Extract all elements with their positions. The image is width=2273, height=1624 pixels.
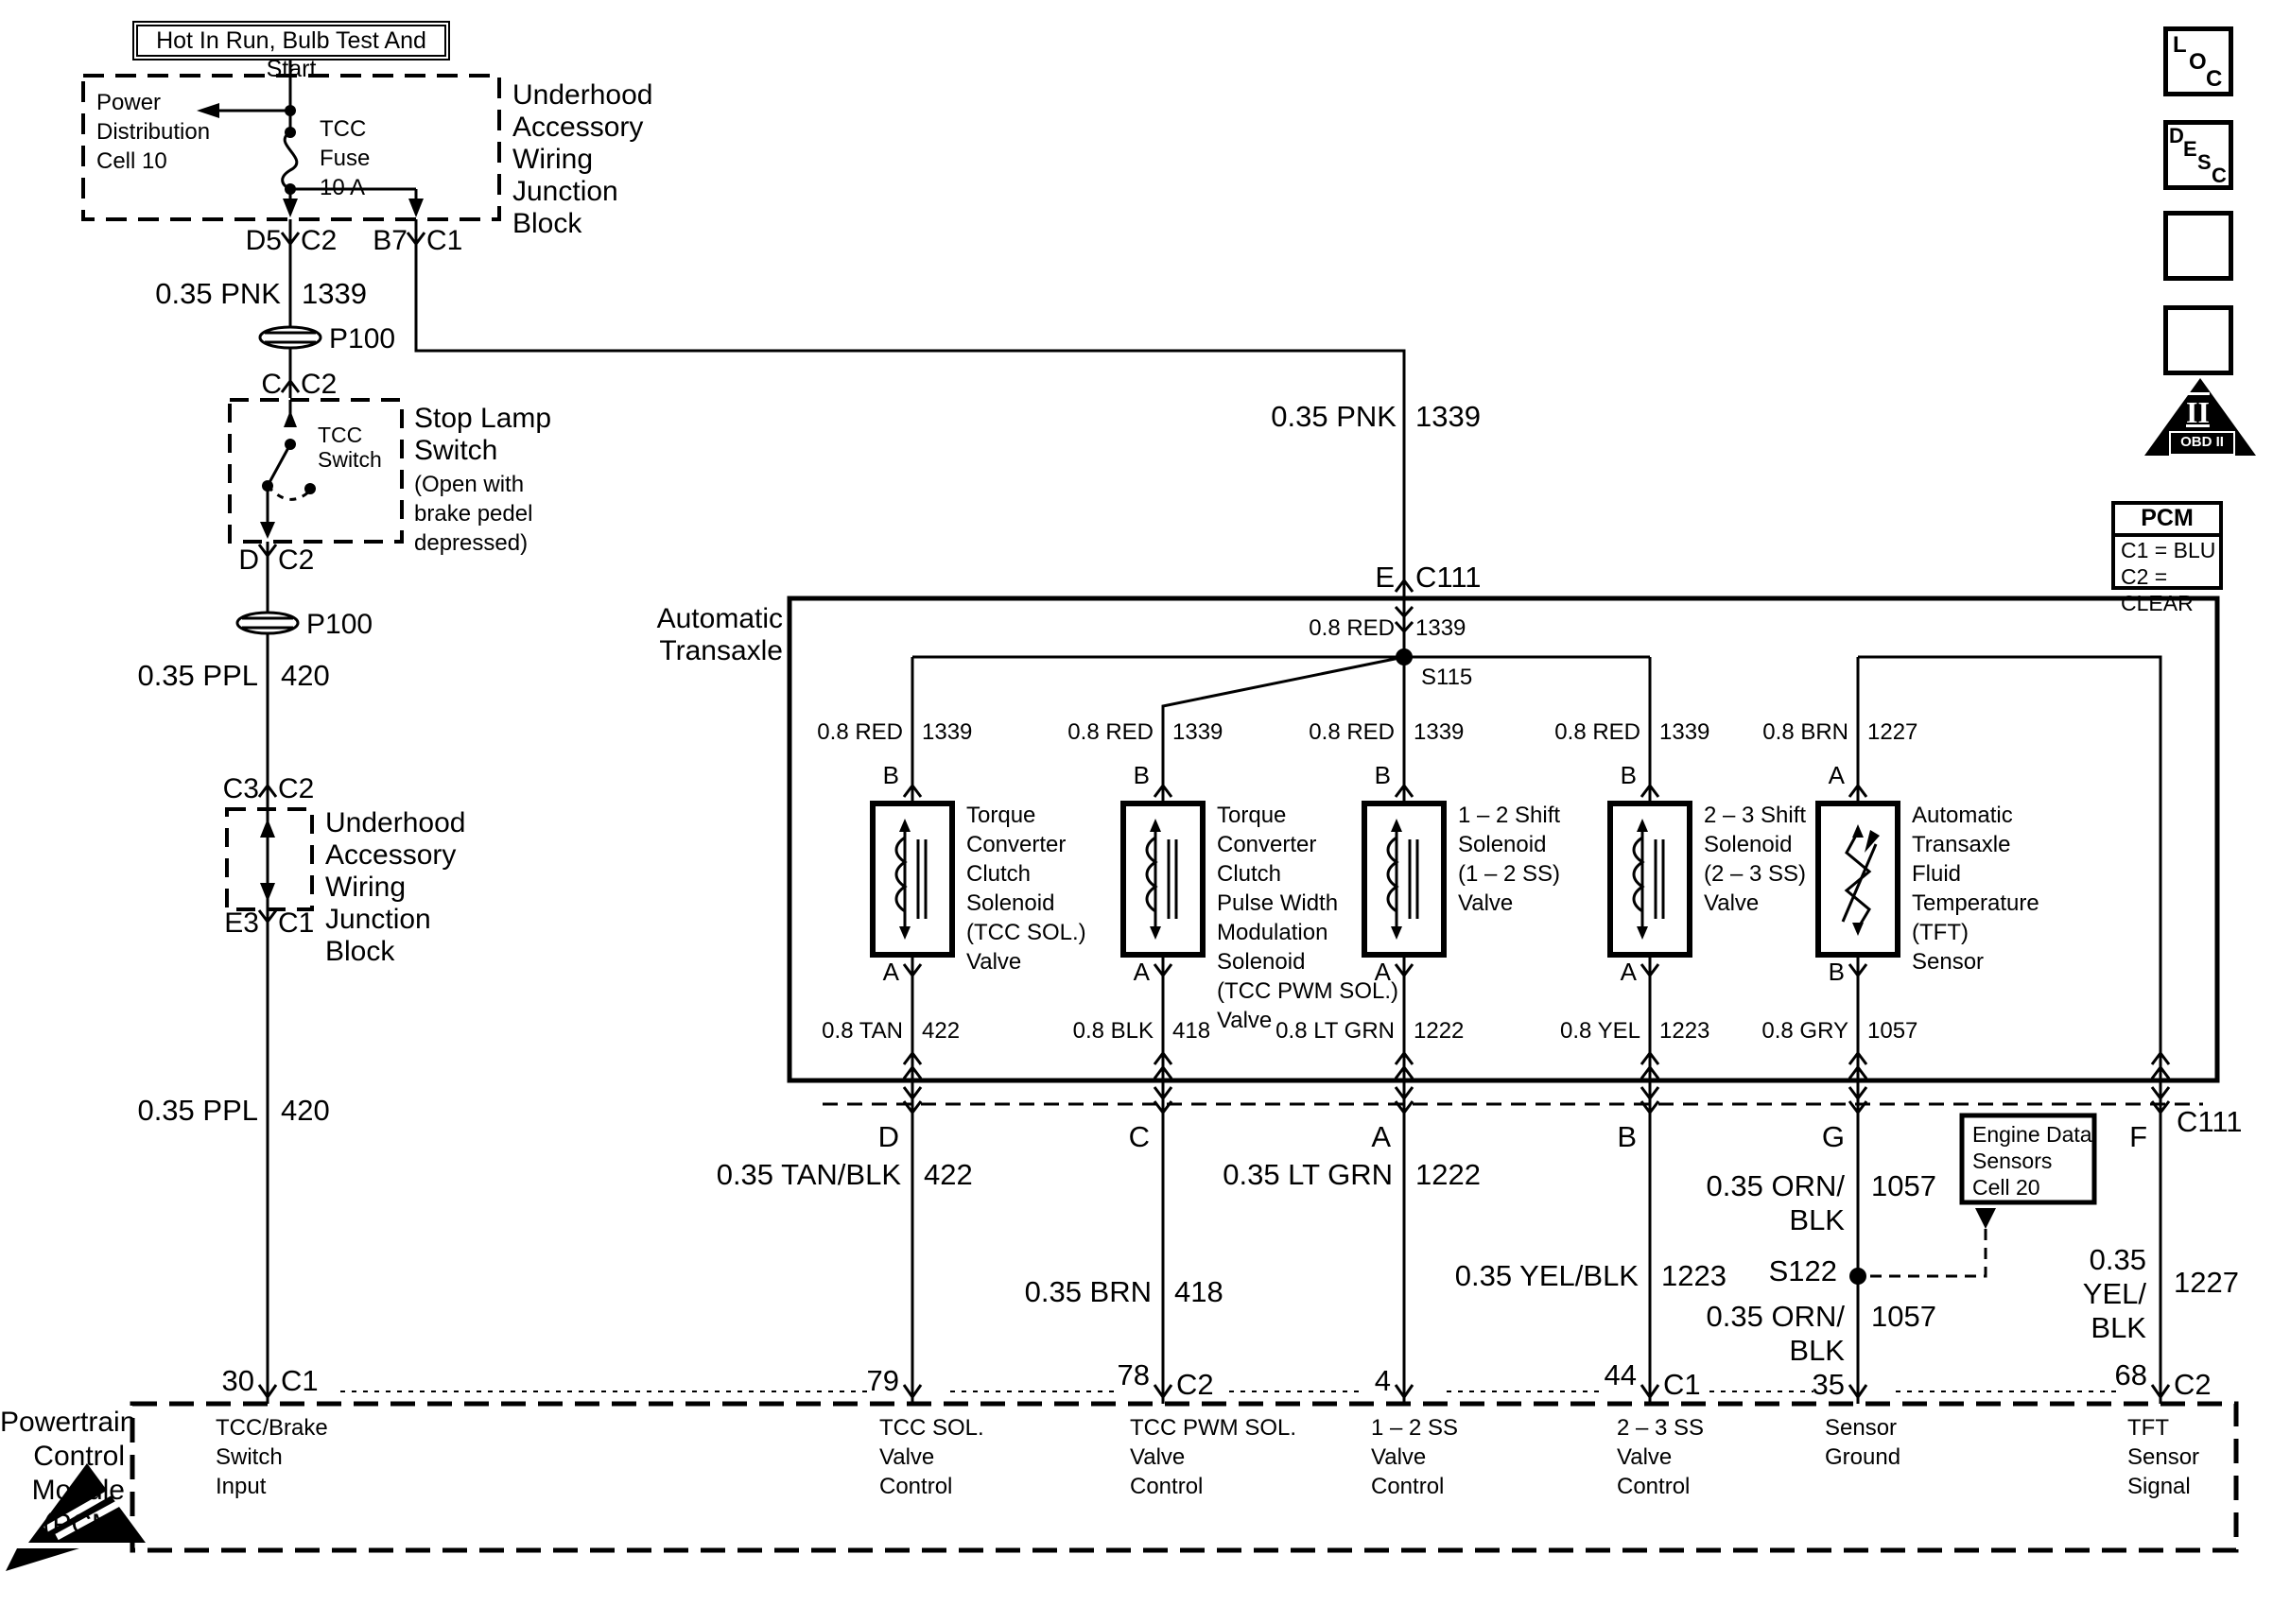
wire-label-orn-lower: 0.35 ORN/ BLK (1706, 1300, 1845, 1367)
terminal-a-tft: A (1828, 761, 1845, 789)
pcm-pin-68-conn: C2 (2174, 1368, 2212, 1401)
desc-letter-d: D (2169, 124, 2184, 147)
connector-pin-c3: C3 (222, 773, 259, 804)
wire-label-ppl-upper: 0.35 PPL (137, 659, 258, 692)
pcm-pin-78-conn: C2 (1176, 1368, 1214, 1401)
wire-circuit-yelblk: 1223 (1661, 1259, 1726, 1292)
wire-label-yelblk-right: 0.35 YEL/ BLK (2082, 1243, 2146, 1344)
pcm-legend-c1: C1 = BLU (2121, 538, 2216, 562)
c111-letter-c: C (1128, 1120, 1150, 1153)
obd2-numeral: II (2186, 395, 2210, 429)
pcm-label-tcc-brake: TCC/Brake Switch Input (216, 1415, 328, 1499)
wire-label-orn-upper: 0.35 ORN/ BLK (1706, 1169, 1845, 1236)
out-label-sol3: 0.8 LT GRN (1275, 1018, 1395, 1044)
feed-label-sol3: 0.8 RED (1309, 719, 1395, 745)
power-distribution-label: Power Distribution Cell 10 (96, 90, 211, 174)
junction-block-top-label: Underhood Accessory Wiring Junction Block (512, 79, 653, 239)
component-label-12ss: 1 – 2 Shift Solenoid (1 – 2 SS) Valve (1458, 803, 1561, 916)
wire-circuit-ltgrn: 1222 (1415, 1158, 1481, 1191)
pcm-label-tcc-pwm-sol: TCC PWM SOL. Valve Control (1130, 1415, 1297, 1499)
wire-label-ltgrn: 0.35 LT GRN (1223, 1158, 1393, 1191)
wire-circuit-orn-lower: 1057 (1871, 1300, 1936, 1333)
c111-letter-b: B (1617, 1120, 1637, 1153)
desc-letter-e: E (2183, 137, 2197, 161)
pcm-title: Powertrain Control Module (PCM) (0, 1407, 136, 1540)
terminal-a-sol4: A (1620, 958, 1637, 986)
out-label-sol2: 0.8 BLK (1072, 1018, 1154, 1044)
wire-circuit-tanblk: 422 (924, 1158, 973, 1191)
wire-circuit-ppl-lower: 420 (281, 1094, 330, 1127)
tcc-switch-label: TCC Switch (318, 423, 382, 472)
connector-b7-name: C1 (426, 225, 463, 256)
pcm-label-tcc-sol: TCC SOL. Valve Control (879, 1415, 984, 1499)
out-label-sol4: 0.8 YEL (1560, 1018, 1640, 1044)
loc-letter-o: O (2189, 49, 2207, 75)
forward-button[interactable] (2163, 211, 2233, 281)
pcm-pin-30-conn: C1 (281, 1364, 319, 1397)
terminal-b-sol1: B (882, 761, 899, 789)
c111-letter-f: F (2129, 1120, 2147, 1153)
wire-circuit-ppl-upper: 420 (281, 659, 330, 692)
connector-d-name: C2 (278, 544, 315, 576)
wire-label-tanblk: 0.35 TAN/BLK (716, 1158, 901, 1191)
connector-pin-d: D (238, 544, 259, 576)
pcm-pin-44: 44 (1604, 1358, 1637, 1391)
feed-circuit-sol3: 1339 (1414, 719, 1465, 745)
desc-letter-s: S (2197, 150, 2212, 174)
wire-circuit-orn-upper: 1057 (1871, 1169, 1936, 1202)
feed-circuit-sol1: 1339 (922, 719, 973, 745)
transaxle-title: Automatic Transaxle (656, 603, 783, 666)
pcm-pin-4: 4 (1374, 1364, 1391, 1397)
component-label-tcc-pwm-sol: Torque Converter Clutch Pulse Width Modulation Solenoid (TCC PWM SOL.) Valve (1217, 803, 1398, 1033)
c111-letter-d: D (877, 1120, 899, 1153)
wire-circuit-yelblk-right: 1227 (2174, 1266, 2239, 1299)
wire-label-pnk-left: 0.35 PNK (155, 277, 281, 310)
pcm-pin-35: 35 (1812, 1368, 1845, 1401)
out-label-sol1: 0.8 TAN (822, 1018, 903, 1044)
wire-circuit-pnk-center: 1339 (1415, 400, 1481, 433)
tcc-fuse-label: TCC Fuse 10 A (320, 116, 371, 200)
feed-label-sol4: 0.8 RED (1554, 719, 1640, 745)
connector-c-name: C2 (301, 369, 338, 400)
connector-pin-d5: D5 (245, 225, 282, 256)
wire-label-brn: 0.35 BRN (1024, 1275, 1152, 1308)
out-circuit-sol4: 1223 (1659, 1018, 1710, 1044)
feed-label-sol1: 0.8 RED (817, 719, 903, 745)
connector-e3-name: C1 (278, 907, 315, 939)
stop-lamp-switch-title: Stop Lamp Switch (414, 403, 552, 466)
connector-pin-e: E (1375, 561, 1395, 594)
loc-letter-l: L (2173, 32, 2187, 58)
splice-p100-lower: P100 (306, 609, 373, 640)
pcm-label-tft-signal: TFT Sensor Signal (2127, 1415, 2200, 1499)
power-source-box: Hot In Run, Bulb Test And Start (132, 21, 450, 60)
wire-circuit-brn: 418 (1174, 1275, 1223, 1308)
pcm-pin-30: 30 (221, 1364, 254, 1397)
out-circuit-tft: 1057 (1867, 1018, 1918, 1044)
stop-lamp-switch-note: (Open with brake pedel depressed) (414, 472, 533, 556)
pcm-legend-title: PCM (2115, 505, 2219, 537)
wire-label-red-bus: 0.8 RED (1309, 615, 1395, 641)
connector-pin-e3: E3 (224, 907, 259, 939)
pcm-label-12ss: 1 – 2 SS Valve Control (1371, 1415, 1459, 1499)
c111-bottom-name: C111 (2177, 1105, 2243, 1138)
pcm-pin-78: 78 (1117, 1358, 1150, 1391)
wire-label-yelblk: 0.35 YEL/BLK (1454, 1259, 1639, 1292)
connector-c111-top-name: C111 (1415, 561, 1482, 594)
connector-pin-b7: B7 (373, 225, 408, 256)
out-circuit-sol2: 418 (1172, 1018, 1211, 1044)
obd2-label: OBD II (2169, 431, 2235, 456)
terminal-b-sol2: B (1133, 761, 1150, 789)
terminal-b-sol4: B (1620, 761, 1637, 789)
feed-label-sol2: 0.8 RED (1067, 719, 1154, 745)
pcm-pin-68: 68 (2114, 1358, 2147, 1391)
back-button[interactable] (2163, 305, 2233, 375)
desc-letter-c: C (2212, 164, 2227, 187)
pcm-label-23ss: 2 – 3 SS Valve Control (1617, 1415, 1705, 1499)
pcm-label-sensor-ground: Sensor Ground (1825, 1415, 1901, 1470)
wire-circuit-pnk-left: 1339 (302, 277, 367, 310)
loc-letter-c: C (2206, 66, 2223, 92)
c111-letter-g: G (1821, 1120, 1845, 1153)
pcm-pin-79: 79 (866, 1364, 899, 1397)
engine-data-sensors-box: Engine Data Sensors Cell 20 (1972, 1122, 2092, 1200)
pcm-legend-c2: C2 = CLEAR (2121, 564, 2194, 615)
splice-p100-upper: P100 (329, 323, 396, 354)
terminal-b-tft: B (1828, 958, 1845, 986)
out-circuit-sol3: 1222 (1414, 1018, 1465, 1044)
feed-circuit-sol2: 1339 (1172, 719, 1223, 745)
out-circuit-sol1: 422 (922, 1018, 961, 1044)
wire-label-ppl-lower: 0.35 PPL (137, 1094, 258, 1127)
connector-c3-name: C2 (278, 773, 315, 804)
terminal-a-sol2: A (1133, 958, 1150, 986)
component-label-23ss: 2 – 3 Shift Solenoid (2 – 3 SS) Valve (1704, 803, 1807, 916)
connector-pin-c: C (261, 369, 282, 400)
splice-s122: S122 (1768, 1254, 1837, 1287)
junction-block-mid-label: Underhood Accessory Wiring Junction Block (325, 807, 466, 967)
feed-circuit-tft: 1227 (1867, 719, 1918, 745)
pcm-pin-44-conn: C1 (1663, 1368, 1701, 1401)
feed-label-tft: 0.8 BRN (1762, 719, 1848, 745)
wire-circuit-red-bus: 1339 (1415, 615, 1466, 641)
splice-s115: S115 (1421, 665, 1473, 690)
terminal-a-sol3: A (1374, 958, 1391, 986)
component-label-tft: Automatic Transaxle Fluid Temperature (TFT) Sensor (1912, 803, 2039, 975)
terminal-b-sol3: B (1374, 761, 1391, 789)
c111-letter-a: A (1371, 1120, 1391, 1153)
out-label-tft: 0.8 GRY (1761, 1018, 1848, 1044)
pcm-legend (2111, 501, 2223, 615)
connector-d5-name: C2 (301, 225, 338, 256)
component-label-tcc-sol: Torque Converter Clutch Solenoid (TCC SOL.) Valve (966, 803, 1086, 975)
arrowheads (197, 103, 1996, 1285)
wire-label-pnk-center: 0.35 PNK (1271, 400, 1397, 433)
feed-circuit-sol4: 1339 (1659, 719, 1710, 745)
terminal-a-sol1: A (882, 958, 899, 986)
